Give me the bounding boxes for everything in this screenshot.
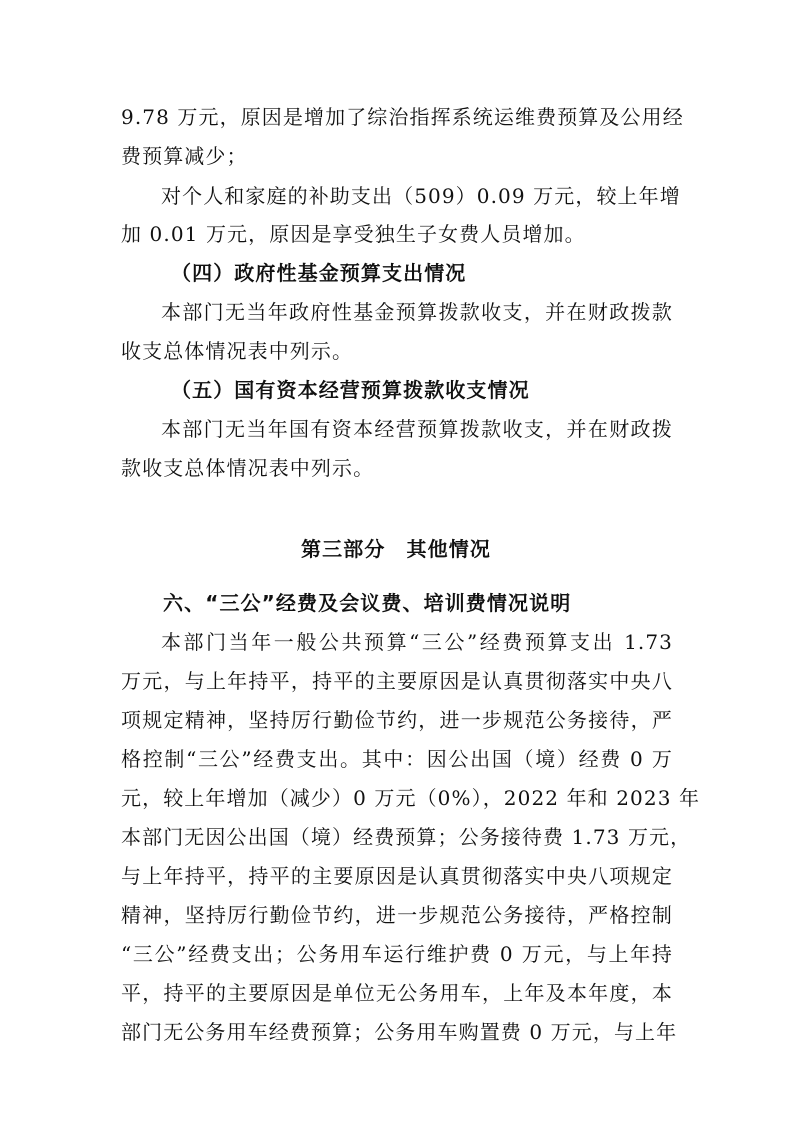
subsection-heading: （四）政府性基金预算支出情况 <box>171 261 467 285</box>
paragraph-line: 本部门当年一般公共预算“三公”经费预算支出 1.73 <box>161 630 673 654</box>
paragraph-line: 9.78 万元，原因是增加了综治指挥系统运维费预算及公用经 <box>121 105 684 129</box>
paragraph-line: 与上年持平，持平的主要原因是认真贯彻落实中央八项规定 <box>121 864 673 888</box>
paragraph-line: 元，较上年增加（减少）0 万元（0%），2022 年和 2023 年 <box>121 786 701 810</box>
paragraph-line: “三公”经费支出；公务用车运行维护费 0 万元，与上年持 <box>121 942 673 966</box>
paragraph-line: 格控制“三公”经费支出。其中：因公出国（境）经费 0 万 <box>121 747 673 771</box>
paragraph-line: 本部门无因公出国（境）经费预算；公务接待费 1.73 万元， <box>121 825 692 849</box>
paragraph-line: 本部门无当年国有资本经营预算拨款收支，并在财政拨 <box>161 417 673 441</box>
paragraph-line: 收支总体情况表中列示。 <box>121 339 354 363</box>
paragraph-line: 项规定精神，坚持厉行勤俭节约，进一步规范公务接待，严 <box>121 708 673 732</box>
paragraph-line: 款收支总体情况表中列示。 <box>121 456 375 480</box>
paragraph-line: 费预算减少； <box>121 144 248 168</box>
section-heading: 六、“三公”经费及会议费、培训费情况说明 <box>163 591 572 615</box>
part-title: 第三部分 其他情况 <box>301 537 491 561</box>
paragraph-line: 本部门无当年政府性基金预算拨款收支，并在财政拨款 <box>161 300 673 324</box>
paragraph-line: 万元，与上年持平，持平的主要原因是认真贯彻落实中央八 <box>121 669 673 693</box>
paragraph-line: 加 0.01 万元，原因是享受独生子女费人员增加。 <box>121 222 586 246</box>
paragraph-line: 对个人和家庭的补助支出（509）0.09 万元，较上年增 <box>161 184 681 208</box>
paragraph-line: 部门无公务用车经费预算；公务用车购置费 0 万元，与上年 <box>121 1020 678 1044</box>
paragraph-line: 平，持平的主要原因是单位无公务用车，上年及本年度，本 <box>121 981 673 1005</box>
paragraph-line: 精神，坚持厉行勤俭节约，进一步规范公务接待，严格控制 <box>121 903 673 927</box>
subsection-heading: （五）国有资本经营预算拨款收支情况 <box>171 378 530 402</box>
